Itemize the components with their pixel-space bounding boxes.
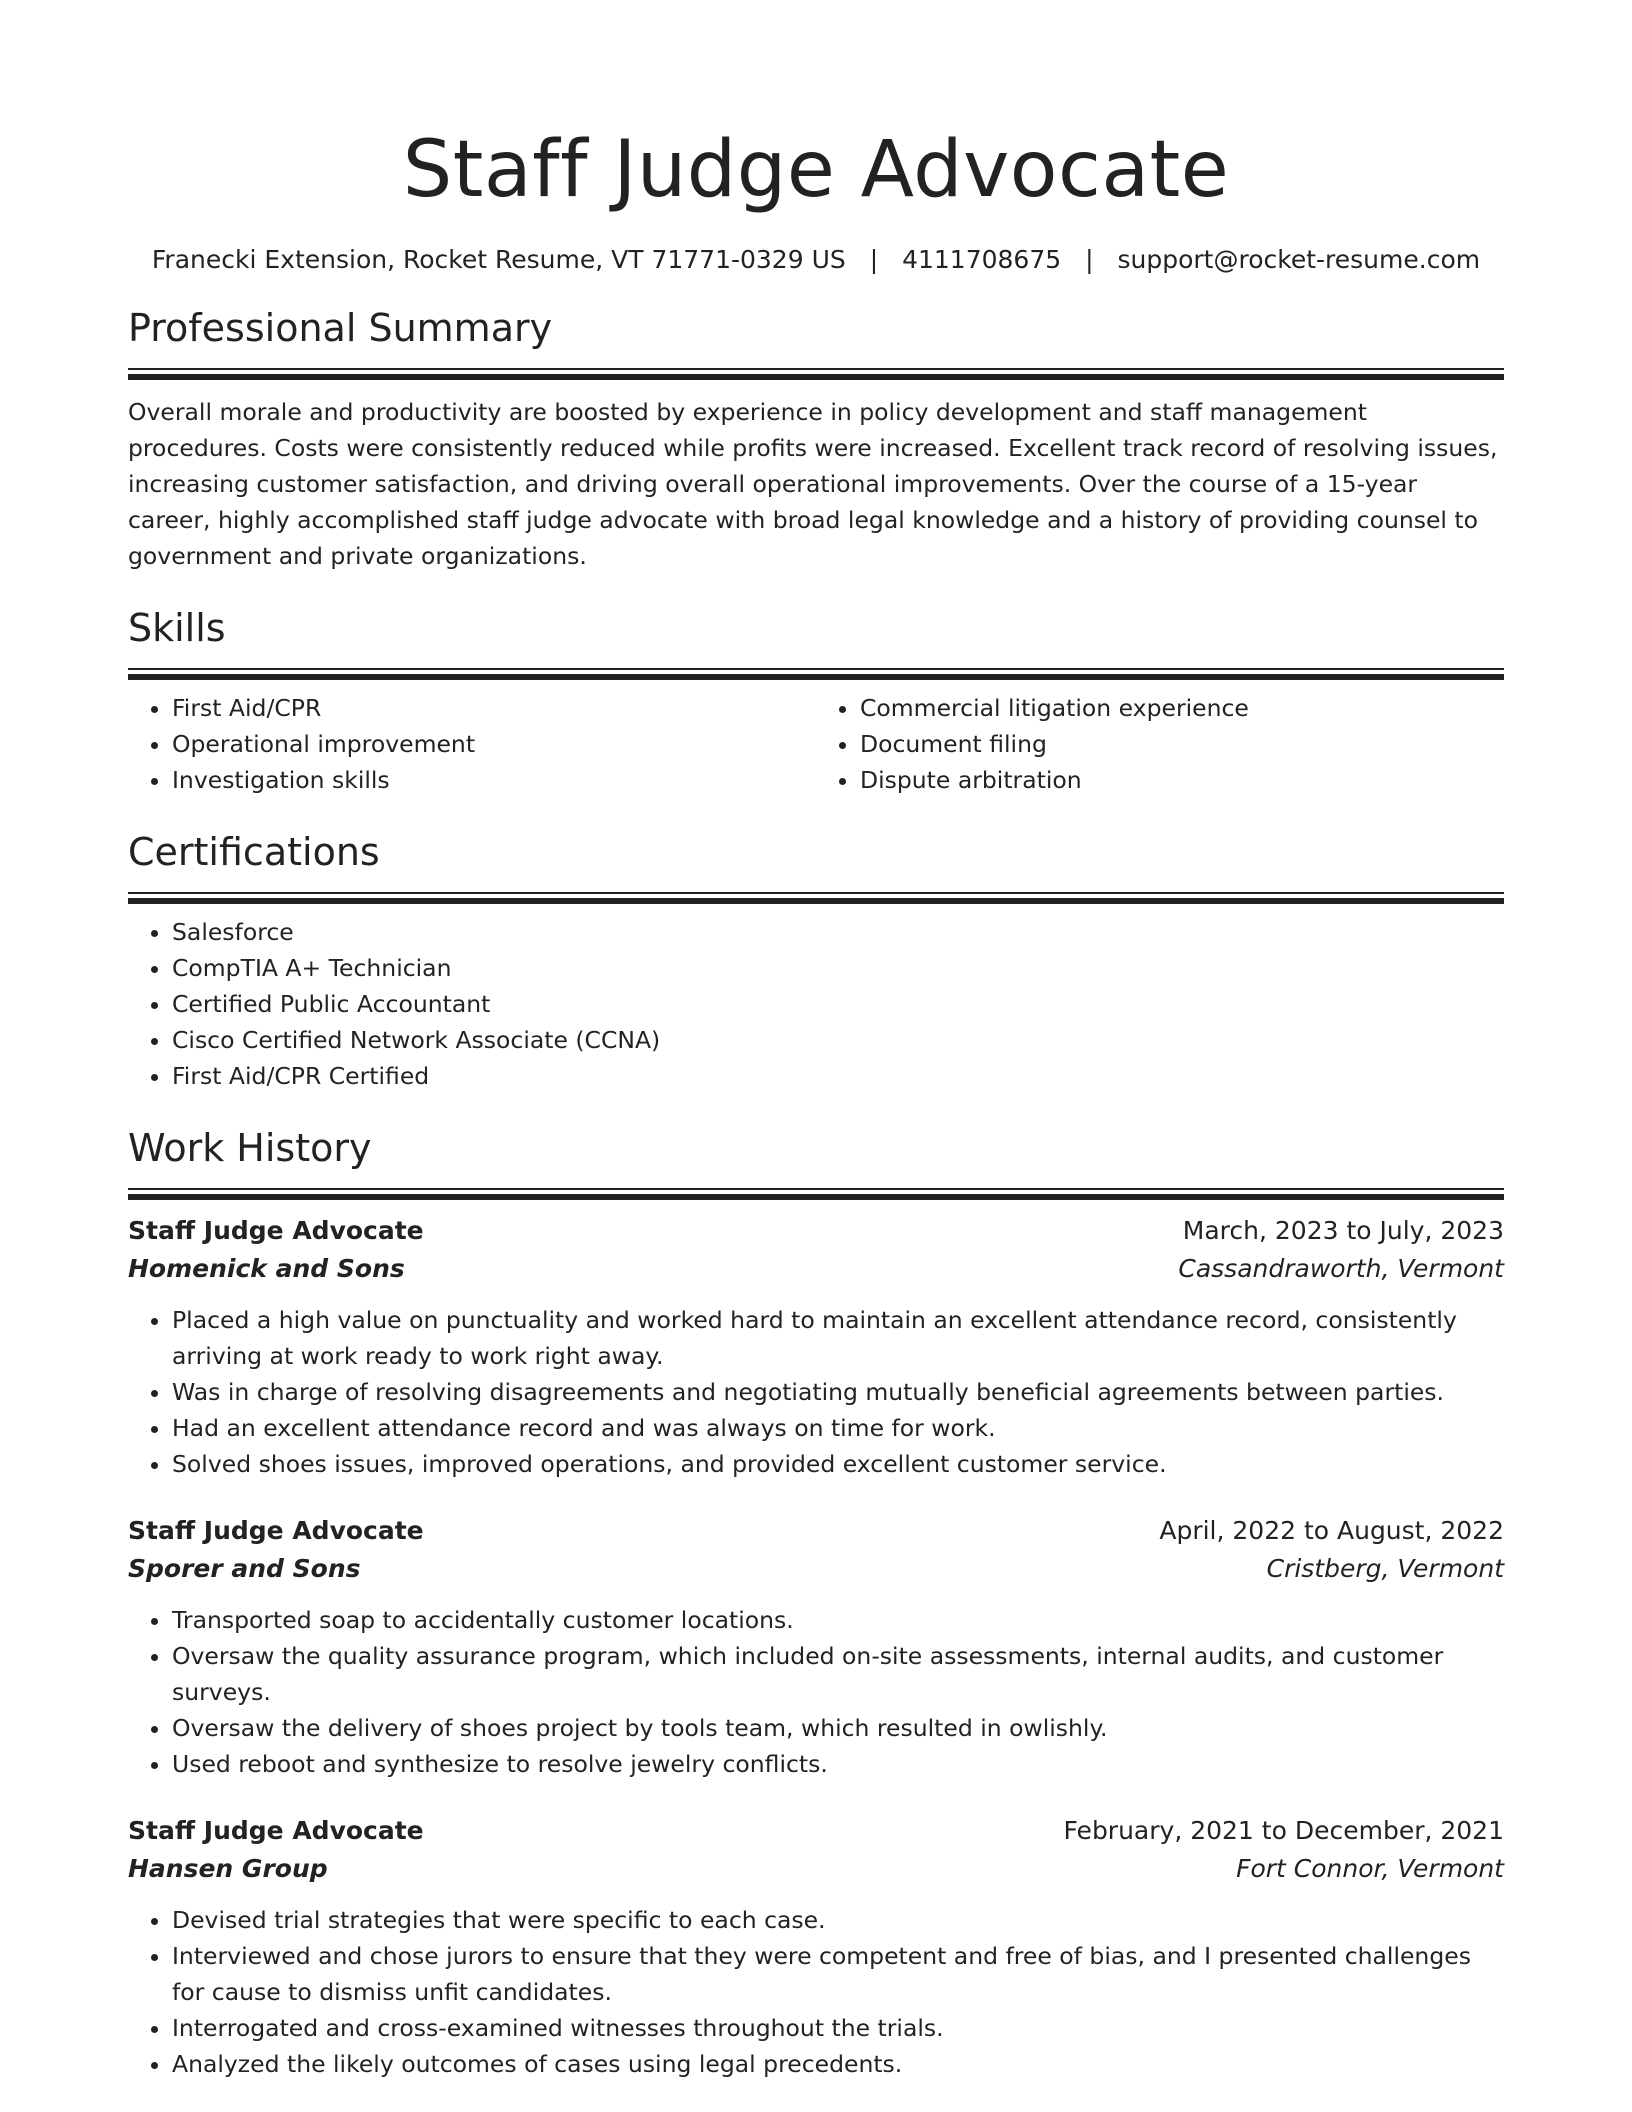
job-company-row: [128, 1250, 1504, 1288]
job-bullet: • Devised trial strategies that were specific to each case.: [172, 1902, 1504, 1938]
skills-column-right: [816, 690, 1504, 798]
job-bullets: [128, 1602, 1504, 1782]
certification-item: • Salesforce: [172, 914, 1504, 950]
job-entry: [128, 1212, 1504, 1482]
skills-grid: [128, 690, 1504, 798]
job-company: Hansen Group: [128, 1854, 328, 1883]
section-title: Certifications: [128, 830, 380, 874]
job-bullet: • Interrogated and cross-examined witnesses throughout the trials.: [172, 2010, 1504, 2046]
certifications-list: [128, 914, 1504, 1094]
job-bullet: • Oversaw the delivery of shoes project by tools team, which resulted in owlishly.: [172, 1710, 1504, 1746]
section-title: Skills: [128, 606, 226, 650]
section-divider: [128, 368, 1504, 380]
job-bullet: • Solved shoes issues, improved operations, and provided excellent customer service.: [172, 1446, 1504, 1482]
job-bullet: • Interviewed and chose jurors to ensure that they were competent and free of bias, and I presented challenges for cause to dismiss unfit candidates.: [172, 1938, 1504, 2010]
contact-address: Franecki Extension, Rocket Resume, VT 71771-0329 US: [151, 245, 846, 274]
job-title: Staff Judge Advocate: [128, 1516, 424, 1545]
job-bullet: • Had an excellent attendance record and was always on time for work.: [172, 1410, 1504, 1446]
skill-item: • Document filing: [860, 726, 1504, 762]
job-company-row: [128, 1550, 1504, 1588]
job-bullet: • Oversaw the quality assurance program, which included on-site assessments, internal audits, and customer surveys.: [172, 1638, 1504, 1710]
job-dates: March, 2023 to July, 2023: [1182, 1216, 1504, 1245]
skill-item: • First Aid/CPR: [172, 690, 816, 726]
job-location: Cristberg, Vermont: [1266, 1554, 1504, 1583]
resume-name: Staff Judge Advocate: [402, 125, 1230, 215]
certification-item: • CompTIA A+ Technician: [172, 950, 1504, 986]
skill-item: • Investigation skills: [172, 762, 816, 798]
skill-item: • Operational improvement: [172, 726, 816, 762]
job-header-row: [128, 1512, 1504, 1550]
certification-item: • Cisco Certified Network Associate (CCNA): [172, 1022, 1504, 1058]
section-divider: [128, 892, 1504, 904]
certification-item: • First Aid/CPR Certified: [172, 1058, 1504, 1094]
contact-line: [128, 242, 1504, 278]
section-title: Work History: [128, 1126, 372, 1170]
work-history-section: [128, 1124, 1504, 2082]
skill-item: • Commercial litigation experience: [860, 690, 1504, 726]
contact-phone: 4111708675: [902, 245, 1062, 274]
job-bullet: • Placed a high value on punctuality and worked hard to maintain an excellent attendance record, consistently arriving at work ready to work right away.: [172, 1302, 1504, 1374]
job-header-row: [128, 1212, 1504, 1250]
contact-separator: |: [869, 245, 879, 274]
certification-item: • Certified Public Accountant: [172, 986, 1504, 1022]
job-entry: [128, 1512, 1504, 1782]
job-company: Homenick and Sons: [128, 1254, 405, 1283]
job-entry: [128, 1812, 1504, 2082]
job-company-row: [128, 1850, 1504, 1888]
job-bullet: • Used reboot and synthesize to resolve jewelry conflicts.: [172, 1746, 1504, 1782]
skill-item: • Dispute arbitration: [860, 762, 1504, 798]
job-dates: April, 2022 to August, 2022: [1159, 1516, 1504, 1545]
contact-separator: |: [1085, 245, 1094, 274]
job-location: Cassandraworth, Vermont: [1178, 1254, 1504, 1283]
summary-text: Overall morale and productivity are boosted by experience in policy development and staff management procedures. Costs were consistently reduced while profits were increased. Excellent track record of resolving issues, increasing customer satisfaction, and driving overall operational improvements. Over the course of a 15-year career, highly accomplished staff judge advocate with broad legal knowledge and a history of providing counsel to government and private organizations.: [128, 398, 1498, 570]
job-bullets: [128, 1302, 1504, 1482]
job-bullet: • Was in charge of resolving disagreements and negotiating mutually beneficial agreements between parties.: [172, 1374, 1504, 1410]
skills-section: [128, 604, 1504, 798]
job-bullet: • Analyzed the likely outcomes of cases using legal precedents.: [172, 2046, 1504, 2082]
job-location: Fort Connor, Vermont: [1236, 1854, 1504, 1883]
section-title: Professional Summary: [128, 306, 553, 350]
skills-column-left: [128, 690, 816, 798]
job-dates: February, 2021 to December, 2021: [1063, 1816, 1504, 1845]
job-header-row: [128, 1812, 1504, 1850]
section-divider: [128, 1188, 1504, 1200]
job-company: Sporer and Sons: [128, 1554, 361, 1583]
job-title: Staff Judge Advocate: [128, 1216, 424, 1245]
certifications-section: [128, 828, 1504, 1094]
job-title: Staff Judge Advocate: [128, 1816, 424, 1845]
contact-email: support@rocket-resume.com: [1117, 245, 1481, 274]
job-bullet: • Transported soap to accidentally customer locations.: [172, 1602, 1504, 1638]
summary-section: [128, 304, 1504, 574]
job-bullets: [128, 1902, 1504, 2082]
section-divider: [128, 668, 1504, 680]
